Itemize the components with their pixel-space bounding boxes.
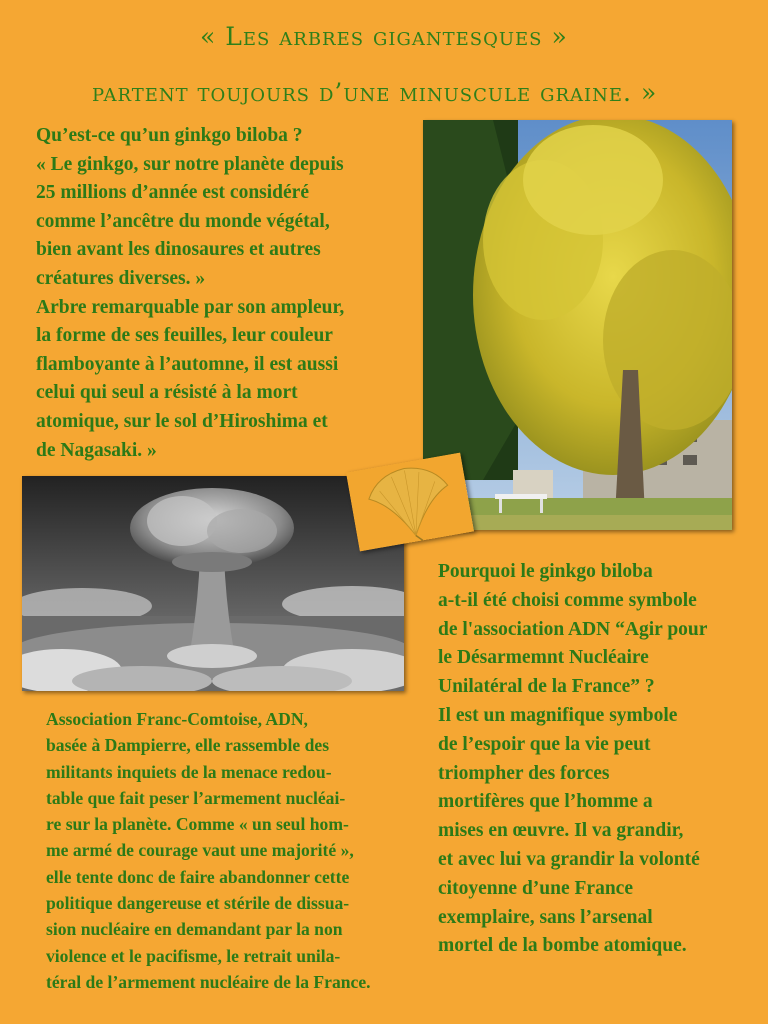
association-line: militants inquiets de la menace redou-: [46, 761, 332, 782]
symbol-line: Unilatéral de la France” ?: [438, 676, 655, 698]
association-line: politique dangereuse et stérile de dissua-: [46, 893, 350, 914]
title-line-2: partent toujours d’une minuscule graine. »: [92, 78, 658, 107]
association-line: Association Franc-Comtoise, ADN,: [46, 709, 308, 729]
association-line: me armé de courage vaut une majorité »,: [46, 840, 354, 861]
ginkgo-leaf-photo: [346, 453, 474, 552]
intro-line: atomique, sur le sol d’Hiroshima et: [36, 410, 328, 432]
intro-paragraph: [36, 122, 416, 465]
symbol-line: le Désarmemnt Nucléaire: [438, 647, 649, 669]
association-line: elle tente donc de faire abandonner cette: [46, 866, 350, 887]
symbol-line: mortel de la bombe atomique.: [438, 935, 687, 957]
intro-line: 25 millions d’année est considéré: [36, 182, 309, 204]
intro-line: comme l’ancêtre du monde végétal,: [36, 210, 330, 232]
intro-line: celui qui seul a résisté à la mort: [36, 382, 298, 404]
association-line: table que fait peser l’armement nucléai-: [46, 787, 346, 808]
association-line: téral de l’armement nucléaire de la France.: [46, 971, 371, 992]
intro-line: « Le ginkgo, sur notre planète depuis: [36, 153, 344, 175]
symbol-paragraph: [438, 558, 768, 961]
intro-line: flamboyante à l’automne, il est aussi: [36, 353, 339, 375]
symbol-line: triompher des forces: [438, 762, 610, 784]
association-paragraph: [46, 706, 446, 995]
intro-line: la forme de ses feuilles, leur couleur: [36, 325, 333, 347]
symbol-line: mortifères que l’homme a: [438, 791, 653, 813]
symbol-line: mises en œuvre. Il va grandir,: [438, 820, 684, 842]
association-line: violence et le pacifisme, le retrait unila-: [46, 945, 341, 966]
mushroom-cloud-photo: [22, 476, 404, 691]
intro-line: Qu’est-ce qu’un ginkgo biloba ?: [36, 125, 303, 146]
intro-line: de Nagasaki. »: [36, 439, 157, 461]
symbol-line: Il est un magnifique symbole: [438, 704, 678, 726]
symbol-line: de l’espoir que la vie peut: [438, 733, 651, 755]
symbol-line: de l'association ADN “Agir pour: [438, 618, 708, 640]
association-line: basée à Dampierre, elle rassemble des: [46, 735, 330, 756]
symbol-line: et avec lui va grandir la volonté: [438, 848, 700, 870]
symbol-line: a-t-il été choisi comme symbole: [438, 589, 697, 611]
intro-line: bien avant les dinosaures et autres: [36, 239, 321, 261]
title-line-1: « Les arbres gigantesques »: [200, 22, 568, 51]
symbol-line: citoyenne d’une France: [438, 877, 633, 899]
symbol-line: exemplaire, sans l’arsenal: [438, 906, 653, 928]
intro-line: créatures diverses. »: [36, 267, 206, 289]
symbol-line: Pourquoi le ginkgo biloba: [438, 561, 653, 582]
association-line: sion nucléaire en demandant par la non: [46, 919, 343, 940]
association-line: re sur la planète. Comme « un seul hom-: [46, 814, 349, 835]
ginkgo-tree-photo: [423, 120, 732, 530]
intro-line: Arbre remarquable par son ampleur,: [36, 296, 345, 318]
